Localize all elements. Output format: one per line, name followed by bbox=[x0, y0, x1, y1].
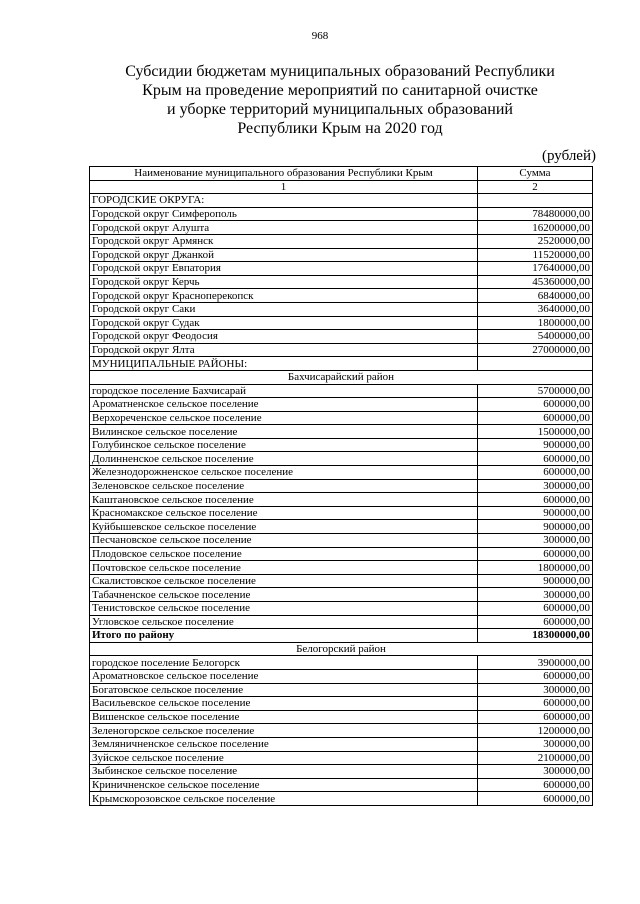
municipality-name: Городской округ Алушта bbox=[90, 221, 478, 235]
amount: 900000,00 bbox=[478, 506, 593, 520]
amount: 600000,00 bbox=[478, 669, 593, 683]
title-line: Крым на проведение мероприятий по санитарной очистке bbox=[142, 82, 538, 99]
amount: 78480000,00 bbox=[478, 207, 593, 221]
amount: 600000,00 bbox=[478, 398, 593, 412]
table-row bbox=[90, 234, 593, 248]
amount: 300000,00 bbox=[478, 479, 593, 493]
table-row bbox=[90, 588, 593, 602]
municipality-name: Зеленовское сельское поселение bbox=[90, 479, 478, 493]
municipality-name: Городской округ Армянск bbox=[90, 234, 478, 248]
column-number-row bbox=[90, 180, 593, 194]
table-row bbox=[90, 561, 593, 575]
municipality-name: Голубинское сельское поселение bbox=[90, 438, 478, 452]
municipality-name: Богатовское сельское поселение bbox=[90, 683, 478, 697]
amount: 6840000,00 bbox=[478, 289, 593, 303]
amount: 300000,00 bbox=[478, 737, 593, 751]
district-name: Белогорский район bbox=[90, 642, 593, 656]
table-row bbox=[90, 602, 593, 616]
table-row bbox=[90, 275, 593, 289]
municipality-name: Крымскорозовское сельское поселение bbox=[90, 792, 478, 806]
amount: 1800000,00 bbox=[478, 561, 593, 575]
table-row bbox=[90, 248, 593, 262]
title-line: Субсидии бюджетам муниципальных образований Республики bbox=[125, 63, 555, 80]
table-row bbox=[90, 765, 593, 779]
municipality-name: Плодовское сельское поселение bbox=[90, 547, 478, 561]
table-row bbox=[90, 493, 593, 507]
header-sum-cell: Сумма bbox=[478, 167, 593, 181]
municipality-name: Васильевское сельское поселение bbox=[90, 697, 478, 711]
table-row bbox=[90, 724, 593, 738]
municipality-name: Вишенское сельское поселение bbox=[90, 710, 478, 724]
amount: 600000,00 bbox=[478, 615, 593, 629]
municipality-name: Тенистовское сельское поселение bbox=[90, 602, 478, 616]
table-row bbox=[90, 574, 593, 588]
table-row bbox=[90, 506, 593, 520]
municipality-name: Каштановское сельское поселение bbox=[90, 493, 478, 507]
table-row bbox=[90, 778, 593, 792]
table-row bbox=[90, 479, 593, 493]
table-row bbox=[90, 452, 593, 466]
amount: 600000,00 bbox=[478, 710, 593, 724]
amount: 1200000,00 bbox=[478, 724, 593, 738]
municipality-name: Земляничненское сельское поселение bbox=[90, 737, 478, 751]
amount: 900000,00 bbox=[478, 574, 593, 588]
column-number-2: 2 bbox=[478, 180, 593, 194]
page-number: 968 bbox=[311, 30, 329, 42]
municipality-name: Городской округ Красноперекопск bbox=[90, 289, 478, 303]
municipality-name: Угловское сельское поселение bbox=[90, 615, 478, 629]
amount: 600000,00 bbox=[478, 602, 593, 616]
table-row bbox=[90, 316, 593, 330]
amount: 300000,00 bbox=[478, 588, 593, 602]
table-row bbox=[90, 221, 593, 235]
table-row bbox=[90, 520, 593, 534]
municipality-name: Песчановское сельское поселение bbox=[90, 534, 478, 548]
document-title bbox=[90, 62, 590, 138]
municipality-name: Верхореченское сельское поселение bbox=[90, 411, 478, 425]
municipality-name: Вилинское сельское поселение bbox=[90, 425, 478, 439]
amount: 5700000,00 bbox=[478, 384, 593, 398]
municipality-name: Городской округ Саки bbox=[90, 302, 478, 316]
municipality-name: Городской округ Джанкой bbox=[90, 248, 478, 262]
amount: 300000,00 bbox=[478, 765, 593, 779]
table-row bbox=[90, 330, 593, 344]
amount: 45360000,00 bbox=[478, 275, 593, 289]
amount: 900000,00 bbox=[478, 438, 593, 452]
amount: 600000,00 bbox=[478, 452, 593, 466]
amount: 5400000,00 bbox=[478, 330, 593, 344]
amount: 600000,00 bbox=[478, 493, 593, 507]
amount: 600000,00 bbox=[478, 411, 593, 425]
municipality-name: Красномакское сельское поселение bbox=[90, 506, 478, 520]
municipality-name: Зеленогорское сельское поселение bbox=[90, 724, 478, 738]
table-row bbox=[90, 697, 593, 711]
municipality-name: Почтовское сельское поселение bbox=[90, 561, 478, 575]
table-row bbox=[90, 411, 593, 425]
table-row bbox=[90, 343, 593, 357]
municipality-name: Городской округ Судак bbox=[90, 316, 478, 330]
amount: 11520000,00 bbox=[478, 248, 593, 262]
amount: 3900000,00 bbox=[478, 656, 593, 670]
table-row bbox=[90, 207, 593, 221]
amount: 600000,00 bbox=[478, 547, 593, 561]
municipality-name: Городской округ Феодосия bbox=[90, 330, 478, 344]
amount: 17640000,00 bbox=[478, 262, 593, 276]
section-label: ГОРОДСКИЕ ОКРУГА: bbox=[90, 194, 478, 208]
amount: 16200000,00 bbox=[478, 221, 593, 235]
table-row bbox=[90, 302, 593, 316]
municipality-name: Ароматненское сельское поселение bbox=[90, 398, 478, 412]
column-number-1: 1 bbox=[90, 180, 478, 194]
municipality-name: Зыбинское сельское поселение bbox=[90, 765, 478, 779]
municipality-name: Криничненское сельское поселение bbox=[90, 778, 478, 792]
table-row bbox=[90, 792, 593, 806]
amount: 600000,00 bbox=[478, 697, 593, 711]
amount: 2520000,00 bbox=[478, 234, 593, 248]
amount bbox=[478, 357, 593, 371]
title-line: Республики Крым на 2020 год bbox=[237, 120, 443, 137]
table-row bbox=[90, 683, 593, 697]
table-row bbox=[90, 710, 593, 724]
section-label: МУНИЦИПАЛЬНЫЕ РАЙОНЫ: bbox=[90, 357, 478, 371]
municipality-name: Городской округ Евпатория bbox=[90, 262, 478, 276]
table-row bbox=[90, 534, 593, 548]
district-header-row bbox=[90, 370, 593, 384]
amount bbox=[478, 194, 593, 208]
table-row bbox=[90, 262, 593, 276]
municipality-name: Зуйское сельское поселение bbox=[90, 751, 478, 765]
municipality-name: Долинненское сельское поселение bbox=[90, 452, 478, 466]
table-header-row bbox=[90, 167, 593, 181]
amount: 27000000,00 bbox=[478, 343, 593, 357]
header-name-cell: Наименование муниципального образования Республики Крым bbox=[90, 167, 478, 181]
table-row bbox=[90, 656, 593, 670]
table-row bbox=[90, 669, 593, 683]
amount: 3640000,00 bbox=[478, 302, 593, 316]
amount: 1800000,00 bbox=[478, 316, 593, 330]
title-line: и уборке территорий муниципальных образований bbox=[167, 101, 513, 118]
table-row bbox=[90, 751, 593, 765]
amount: 900000,00 bbox=[478, 520, 593, 534]
amount: 600000,00 bbox=[478, 792, 593, 806]
amount: 300000,00 bbox=[478, 534, 593, 548]
amount: 300000,00 bbox=[478, 683, 593, 697]
table-row bbox=[90, 425, 593, 439]
total-amount: 18300000,00 bbox=[478, 629, 593, 643]
amount: 2100000,00 bbox=[478, 751, 593, 765]
table-row bbox=[90, 398, 593, 412]
municipality-name: Городской округ Керчь bbox=[90, 275, 478, 289]
municipality-name: Куйбышевское сельское поселение bbox=[90, 520, 478, 534]
table-row bbox=[90, 438, 593, 452]
table-row bbox=[90, 289, 593, 303]
table-row bbox=[90, 737, 593, 751]
municipality-name: городское поселение Бахчисарай bbox=[90, 384, 478, 398]
amount: 600000,00 bbox=[478, 778, 593, 792]
municipality-name: Ароматновское сельское поселение bbox=[90, 669, 478, 683]
section-header-row bbox=[90, 357, 593, 371]
amount: 600000,00 bbox=[478, 466, 593, 480]
subsidies-table bbox=[89, 166, 593, 806]
table-row bbox=[90, 547, 593, 561]
amount: 1500000,00 bbox=[478, 425, 593, 439]
municipality-name: Скалистовское сельское поселение bbox=[90, 574, 478, 588]
table-body bbox=[90, 194, 593, 806]
section-header-row bbox=[90, 194, 593, 208]
table-row bbox=[90, 384, 593, 398]
district-total-row bbox=[90, 629, 593, 643]
district-header-row bbox=[90, 642, 593, 656]
table-row bbox=[90, 615, 593, 629]
municipality-name: Городской округ Симферополь bbox=[90, 207, 478, 221]
municipality-name: Железнодорожненское сельское поселение bbox=[90, 466, 478, 480]
table-row bbox=[90, 466, 593, 480]
district-name: Бахчисарайский район bbox=[90, 370, 593, 384]
units-label: (рублей) bbox=[541, 148, 596, 164]
total-label: Итого по району bbox=[90, 629, 478, 643]
municipality-name: Табачненское сельское поселение bbox=[90, 588, 478, 602]
municipality-name: Городской округ Ялта bbox=[90, 343, 478, 357]
municipality-name: городское поселение Белогорск bbox=[90, 656, 478, 670]
